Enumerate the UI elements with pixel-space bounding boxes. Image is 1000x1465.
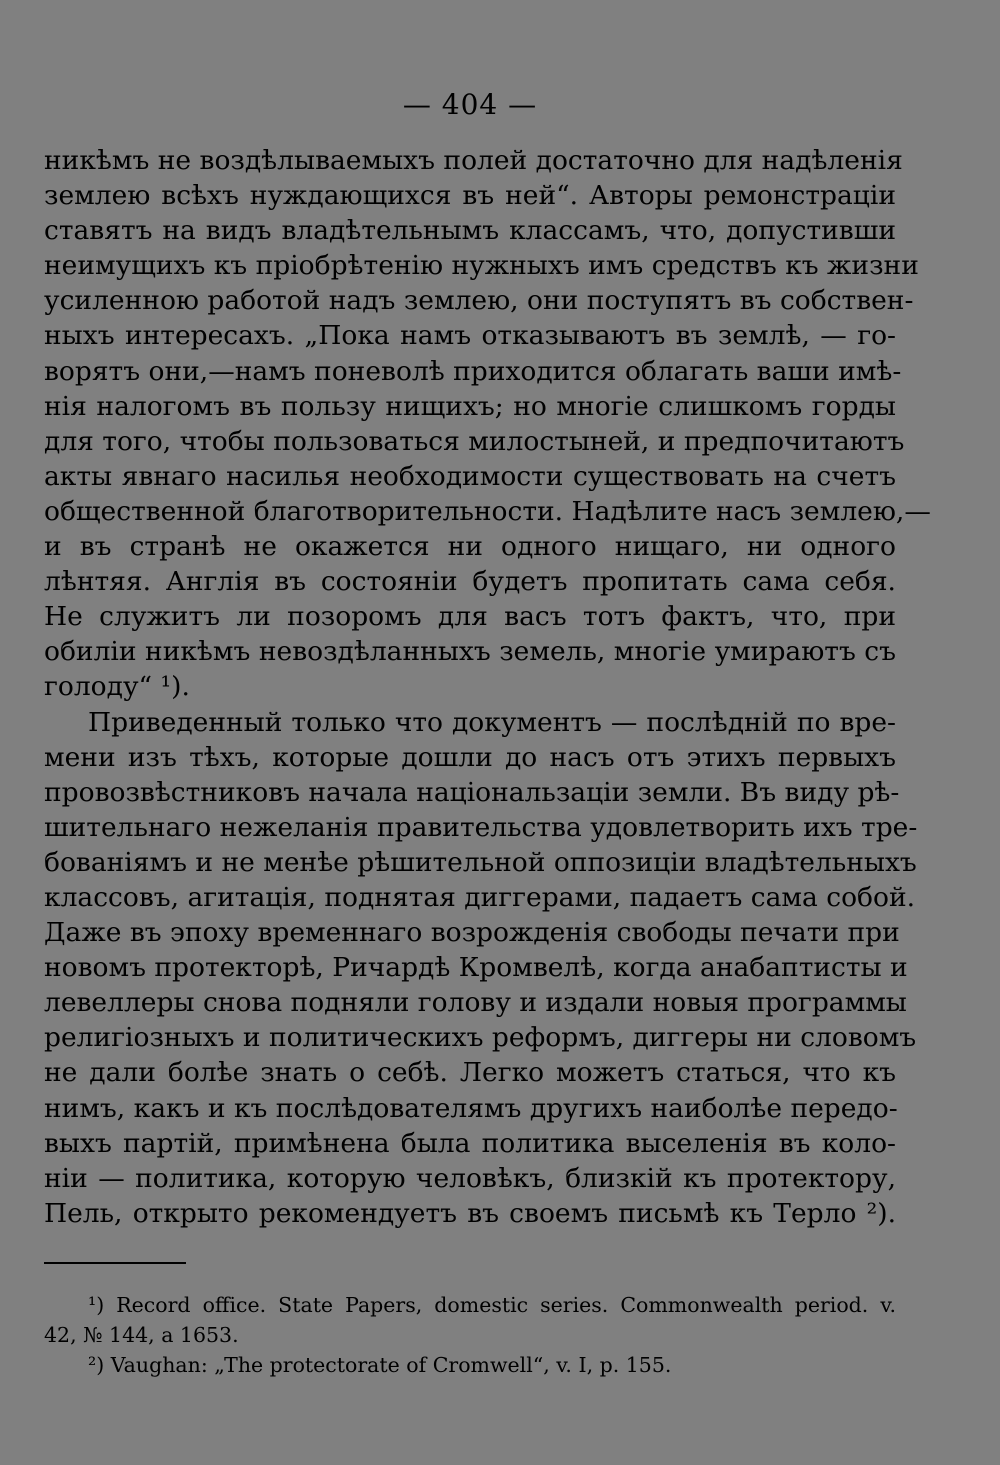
text-line: для того, чтобы пользоваться милостыней, и предпочитаютъ [44, 425, 905, 457]
page-number: — 404 — [402, 88, 538, 121]
text-line: религіозныхъ и политическихъ реформъ, диггеры ни словомъ [44, 1022, 917, 1054]
text-line: бованіямъ и не менѣе рѣшительной оппозиціи владѣтельныхъ [44, 846, 917, 878]
text-line: ніи — политика, которую человѣкъ, близкій къ протектору, [44, 1162, 896, 1194]
text-line: шительнаго нежеланія правительства удовлетворить ихъ тре- [44, 811, 918, 843]
text-line: ныхъ интересахъ. „Пока намъ отказываютъ въ землѣ, — го- [44, 320, 896, 352]
text-line: нимъ, какъ и къ послѣдователямъ другихъ наиболѣе передо- [44, 1092, 898, 1124]
text-line: новомъ протекторѣ, Ричардѣ Кромвелѣ, когда анабаптисты и [44, 952, 908, 984]
text-line: голоду“ ¹). [44, 671, 190, 703]
text-line: Даже въ эпоху временнаго возрожденія свободы печати при [44, 917, 900, 949]
text-line: неимущихъ къ пріобрѣтенію нужныхъ имъ средствъ къ жизни [44, 250, 919, 282]
text-line: мени изъ тѣхъ, которые дошли до насъ отъ этихъ первыхъ [44, 741, 896, 773]
text-line: классовъ, агитація, поднятая диггерами, падаетъ сама собой. [44, 881, 916, 913]
text-line: Пель, открыто рекомендуетъ въ своемъ письмѣ къ Терло ²). [44, 1197, 896, 1229]
text-line: Не служитъ ли позоромъ для васъ тотъ фактъ, что, при [44, 601, 896, 633]
footnote-1-line-2: 42, № 144, a 1653. [44, 1323, 239, 1347]
text-line: обиліи никѣмъ невоздѣланныхъ земель, многіе умираютъ съ [44, 636, 896, 668]
footnote-1-line-1: ¹) Record office. State Papers, domestic series. Commonwealth period. v. [88, 1293, 896, 1317]
text-line: и въ странѣ не окажется ни одного нищаго, ни одного [44, 531, 896, 563]
text-line: нія налогомъ въ пользу нищихъ; но многіе слишкомъ горды [44, 390, 896, 422]
footnotes [44, 1290, 896, 1380]
text-line: левеллеры снова подняли голову и издали новыя программы [44, 987, 907, 1019]
footnote-divider [44, 1262, 186, 1264]
text-line: не дали болѣе знать о себѣ. Легко можетъ статься, что къ [44, 1057, 896, 1089]
text-line: землею всѣхъ нуждающихся въ ней“. Авторы ремонстраціи [44, 180, 896, 212]
text-line: провозвѣстниковъ начала національзаціи земли. Въ виду рѣ- [44, 776, 900, 808]
text-line: Приведенный только что документъ — послѣдній по вре- [88, 706, 896, 738]
text-line: ворятъ они,—намъ поневолѣ приходится облагать ваши имѣ- [44, 355, 902, 387]
text-line: никѣмъ не воздѣлываемыхъ полей достаточно для надѣленія [44, 145, 903, 176]
text-line: выхъ партій, примѣнена была политика выселенія въ коло- [44, 1127, 896, 1159]
text-line: ставятъ на видъ владѣтельнымъ классамъ, что, допустивши [44, 215, 896, 247]
text-line: общественной благотворительности. Надѣлите насъ землею,— [44, 495, 931, 527]
text-line: акты явнаго насилья необходимости существовать на счетъ [44, 460, 896, 492]
footnote-2: ²) Vaughan: „The protectorate of Cromwell“, v. I, p. 155. [88, 1353, 672, 1377]
text-line: усиленною работой надъ землею, они поступятъ въ собствен- [44, 285, 914, 317]
text-line: лѣнтяя. Англія въ состояніи будетъ пропитать сама себя. [44, 566, 896, 598]
body-text [44, 143, 931, 1231]
